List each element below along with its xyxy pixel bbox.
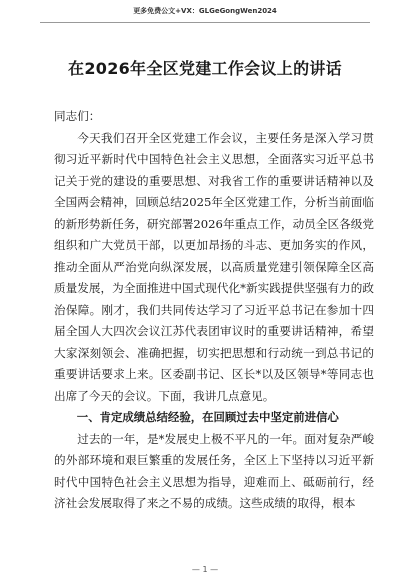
header-divider (40, 22, 370, 23)
page-number: — 1 — (191, 565, 219, 574)
page-header: 更多免费公文+VX：GLGeGongWen2024 (133, 7, 277, 15)
salutation: 同志们： (54, 109, 101, 123)
section-paragraph: 过去的一年，是*发展史上极不平凡的一年。面对复杂严峻的外部环境和艰巨繁重的发展任务，全区上下坚持以习近平新时代中国特色社会主义思想为指导，迎难而上、砥砺前行，经济社会发展取得了来之不易的成绩。这些成绩的取得，根本 (54, 431, 374, 510)
document-body (54, 106, 374, 515)
document-title: 在2026年全区党建工作会议上的讲话 (68, 59, 342, 78)
opening-paragraph: 今天我们召开全区党建工作会议，主要任务是深入学习贯彻习近平新时代中国特色社会主义思想，全面落实习近平总书记关于党的建设的重要思想、对我省工作的重要讲话精神以及全国两会精神，回顾总结2025年全区党建工作，分析当前面临的新形势新任务，研究部署2026年重点工作，动员全区各级党组织和广大党员干部，以更加昂扬的斗志、更加务实的作风，推动全面从严治党向纵深发展，以高质量党建引领保障全区高质量发展，为全面推进中国式现代化*新实践提供坚强有力的政治保障。刚才，我们共同传达学习了习近平总书记在参加十四届全国人大四次会议江苏代表团审议时的重要讲话精神，希望大家深刻领会、准确把握，切实把思想和行动统一到总书记的重要讲话要求上来。区委副书记、区长*以及区领导*等同志也出席了今天的会议。下面，我讲几点意见。 (54, 130, 374, 403)
section-heading: 一、肯定成绩总结经验，在回顾过去中坚定前进信心 (76, 410, 339, 424)
